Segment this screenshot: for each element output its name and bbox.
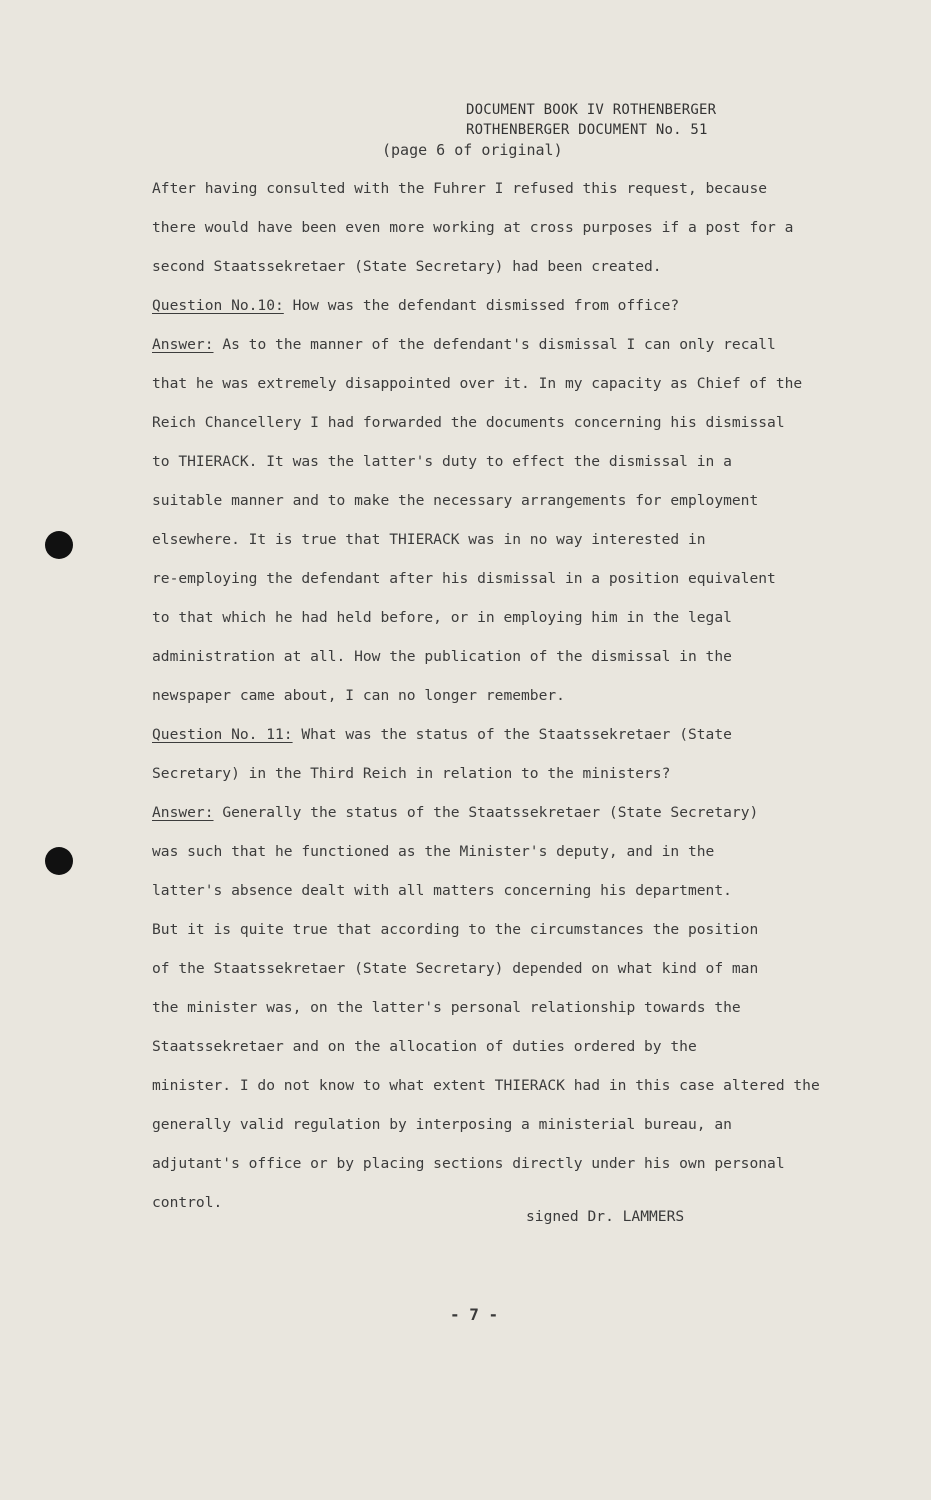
body-line-9: suitable manner and to make the necessary arrangements for employment [152, 492, 759, 509]
signature-line: signed Dr. LAMMERS [526, 1208, 685, 1225]
body-line-26: adjutant's office or by placing sections directly under his own personal [152, 1155, 785, 1172]
body-line-2: there would have been even more working at cross purposes if a post for a [152, 219, 794, 236]
answer-10 [152, 336, 776, 353]
body-line-16: Secretary) in the Third Reich in relation to the ministers? [152, 765, 671, 782]
punch-hole-upper [45, 531, 73, 559]
body-line-24: minister. I do not know to what extent THIERACK had in this case altered the [152, 1077, 820, 1094]
document-header [466, 100, 716, 140]
body-line-1: After having consulted with the Fuhrer I refused this request, because [152, 180, 768, 197]
body-line-19: latter's absence dealt with all matters concerning his department. [152, 882, 732, 899]
body-line-21: of the Staatssekretaer (State Secretary) depended on what kind of man [152, 960, 759, 977]
body-line-20: But it is quite true that according to the circumstances the position [152, 921, 759, 938]
body-line-23: Staatssekretaer and on the allocation of duties ordered by the [152, 1038, 697, 1055]
body-line-13: administration at all. How the publication of the dismissal in the [152, 648, 732, 665]
body-line-22: the minister was, on the latter's personal relationship towards the [152, 999, 741, 1016]
question-11-label: Question No. 11: [152, 726, 293, 743]
answer-10-label: Answer: [152, 336, 214, 353]
question-10-label: Question No.10: [152, 297, 284, 314]
body-line-18: was such that he functioned as the Minister's deputy, and in the [152, 843, 715, 860]
body-line-14: newspaper came about, I can no longer remember. [152, 687, 565, 704]
body-line-8: to THIERACK. It was the latter's duty to effect the dismissal in a [152, 453, 732, 470]
punch-hole-lower [45, 847, 73, 875]
answer-11 [152, 804, 758, 821]
question-10-text: How was the defendant dismissed from office? [292, 297, 680, 314]
question-11-text: What was the status of the Staatssekretaer (State [301, 726, 732, 743]
body-line-25: generally valid regulation by interposing a ministerial bureau, an [152, 1116, 732, 1133]
header-line-2: ROTHENBERGER DOCUMENT No. 51 [466, 122, 708, 138]
answer-11-label: Answer: [152, 804, 214, 821]
page-reference: (page 6 of original) [382, 141, 563, 159]
answer-11-text: Generally the status of the Staatssekretaer (State Secretary) [222, 804, 759, 821]
question-11 [152, 726, 732, 743]
body-line-10: elsewhere. It is true that THIERACK was in no way interested in [152, 531, 706, 548]
answer-10-text: As to the manner of the defendant's dismissal I can only recall [222, 336, 776, 353]
question-10 [152, 297, 679, 314]
body-line-7: Reich Chancellery I had forwarded the documents concerning his dismissal [152, 414, 785, 431]
body-line-11: re-employing the defendant after his dismissal in a position equivalent [152, 570, 776, 587]
body-line-6: that he was extremely disappointed over it. In my capacity as Chief of the [152, 375, 803, 392]
page-number: - 7 - [450, 1305, 499, 1324]
header-line-1: DOCUMENT BOOK IV ROTHENBERGER [466, 102, 717, 118]
body-line-27: control. [152, 1194, 223, 1211]
body-line-12: to that which he had held before, or in employing him in the legal [152, 609, 732, 626]
body-line-3: second Staatssekretaer (State Secretary) had been created. [152, 258, 662, 275]
